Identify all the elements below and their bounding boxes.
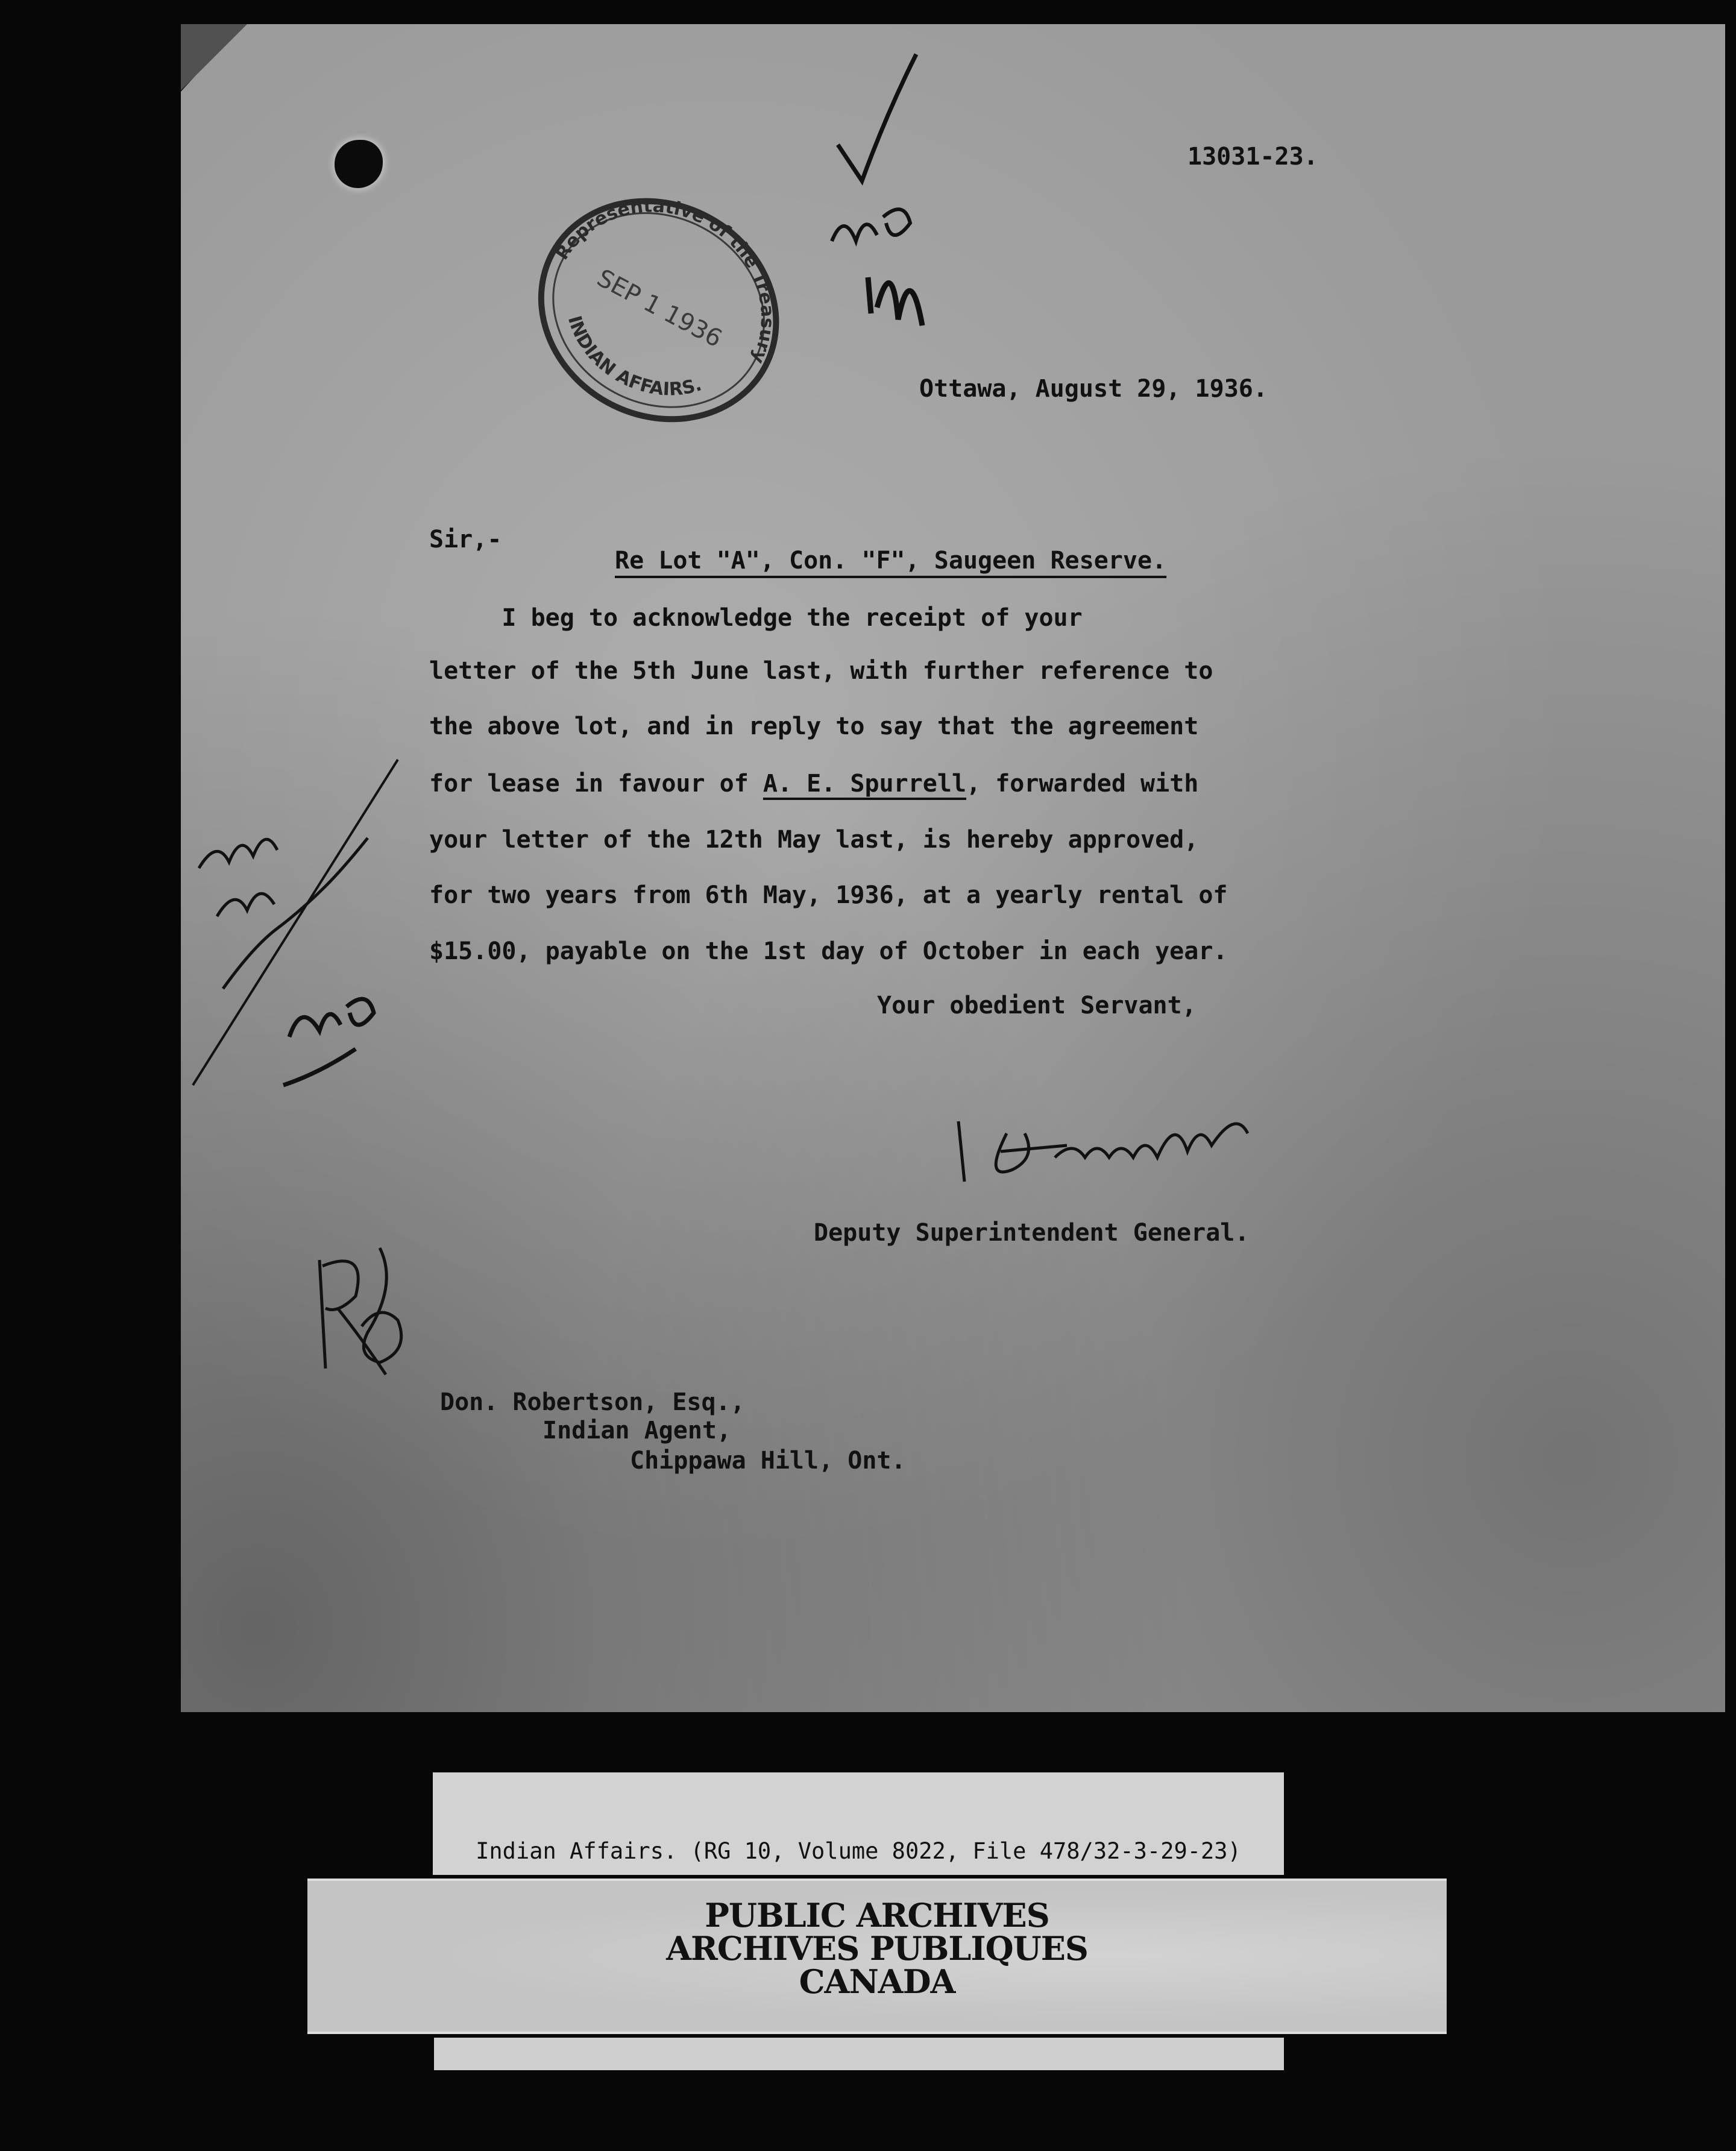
body-line: I beg to acknowledge the receipt of your (429, 604, 1083, 632)
handwritten-initials-top (820, 42, 958, 344)
body-line: $15.00, payable on the 1st day of October in each year. (429, 937, 1228, 965)
signatory-title: Deputy Superintendent General. (814, 1219, 1250, 1247)
archives-line-1: PUBLIC ARCHIVES (705, 1896, 1049, 1935)
date-line: Ottawa, August 29, 1936. (919, 375, 1268, 403)
body-line (429, 772, 1198, 796)
closing: Your obedient Servant, (877, 992, 1197, 1019)
stamp-bottom-text: INDIAN AFFAIRS. (563, 313, 705, 400)
address-position: Indian Agent, (542, 1417, 732, 1444)
archives-label-bottom-edge (434, 2038, 1284, 2070)
body-line: your letter of the 12th May last, is hereby approved, (429, 826, 1199, 854)
body-line-end: , forwarded with (966, 770, 1199, 798)
archives-line-3: CANADA (799, 1962, 955, 2001)
handwritten-margin-note (175, 748, 404, 1133)
salutation: Sir,- (429, 526, 502, 553)
handwritten-signature (946, 1097, 1284, 1194)
subject-line: Re Lot "A", Con. "F", Saugeen Reserve. (615, 547, 1167, 575)
address-place: Chippawa Hill, Ont. (630, 1447, 906, 1475)
address-name: Don. Robertson, Esq., (440, 1388, 745, 1416)
body-line-start: for lease in favour of (429, 770, 763, 798)
file-number: 13031-23. (1187, 143, 1318, 171)
archives-line-2: ARCHIVES PUBLIQUES (666, 1929, 1088, 1968)
stamp-date: SEP 1 1936 (592, 264, 727, 353)
handwritten-initials-bottom (301, 1224, 422, 1393)
stamp-top-text: Representative of the Treasury (551, 195, 778, 367)
caption-text: Indian Affairs. (RG 10, Volume 8022, File 478/32-3-29-23) (476, 1838, 1241, 1864)
body-line: for two years from 6th May, 1936, at a yearly rental of (429, 881, 1228, 909)
archives-label (307, 1881, 1447, 2032)
lessee-name: A. E. Spurrell (763, 770, 967, 798)
reference-caption (433, 1772, 1284, 1875)
body-line: letter of the 5th June last, with further reference to (429, 657, 1213, 685)
body-line: the above lot, and in reply to say that the agreement (429, 713, 1199, 740)
